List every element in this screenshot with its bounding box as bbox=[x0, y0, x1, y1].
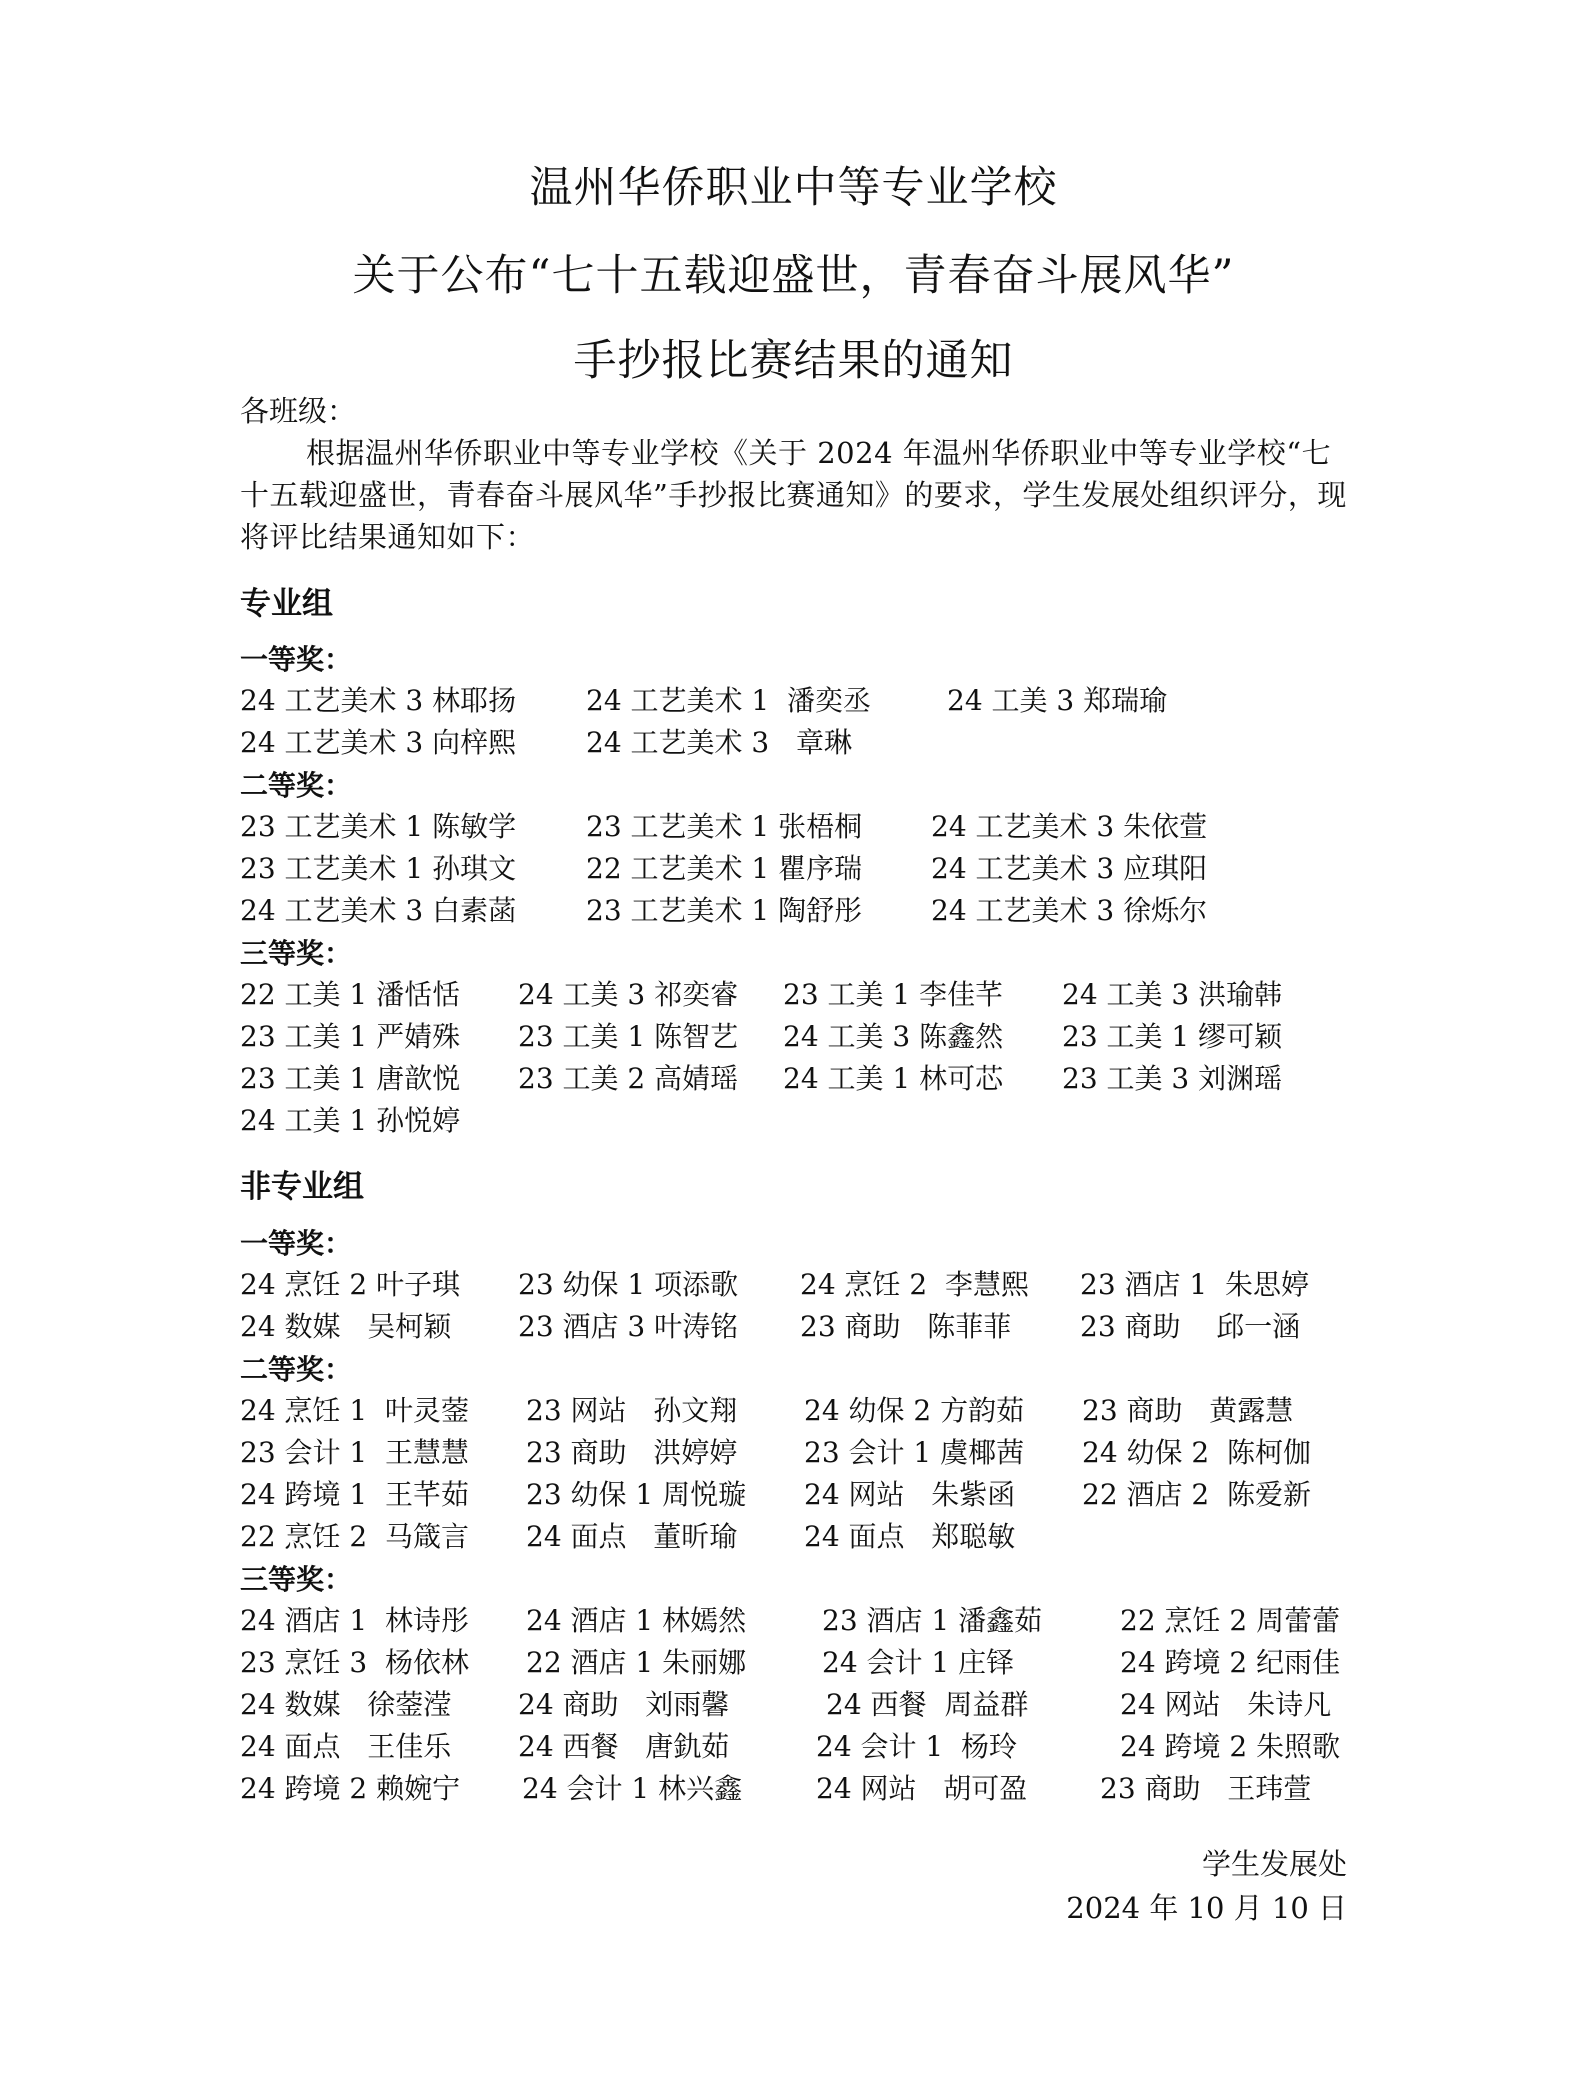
winner-entry: 23 工美 3 刘渊瑶 bbox=[1062, 1062, 1283, 1095]
issuing-department: 学生发展处 bbox=[1201, 1847, 1347, 1881]
winner-entry: 23 会计 1 虞椰茜 bbox=[804, 1436, 1025, 1469]
winner-entry: 23 工美 1 陈智艺 bbox=[518, 1020, 739, 1053]
winner-entry: 24 烹饪 2 李慧熙 bbox=[800, 1268, 1030, 1301]
winner-entry: 24 烹饪 2 叶子琪 bbox=[240, 1268, 461, 1301]
winner-entry: 23 工美 1 李佳芊 bbox=[783, 978, 1004, 1011]
winner-entry: 24 工艺美术 3 应琪阳 bbox=[931, 852, 1208, 885]
professional-first-prize-label: 一等奖： bbox=[240, 643, 353, 676]
title-school: 温州华侨职业中等专业学校 bbox=[529, 163, 1058, 213]
nonprofessional-first-prize-label: 一等奖： bbox=[240, 1227, 353, 1260]
winner-entry: 24 跨境 2 赖婉宁 bbox=[240, 1772, 461, 1805]
winner-entry: 23 酒店 3 叶涛铭 bbox=[518, 1310, 739, 1343]
winner-entry: 22 烹饪 2 马箴言 bbox=[240, 1520, 470, 1553]
winner-entry: 22 工艺美术 1 瞿序瑞 bbox=[586, 852, 863, 885]
winner-entry: 23 烹饪 3 杨依林 bbox=[240, 1646, 470, 1679]
winner-entry: 23 酒店 1 潘鑫茹 bbox=[822, 1604, 1043, 1637]
winner-entry: 22 烹饪 2 周蕾蕾 bbox=[1120, 1604, 1341, 1637]
winner-entry: 24 工美 3 陈鑫然 bbox=[783, 1020, 1004, 1053]
winner-entry: 24 数媒 徐蓥滢 bbox=[240, 1688, 452, 1721]
winner-entry: 23 商助 邱一涵 bbox=[1080, 1310, 1301, 1343]
winner-entry: 24 会计 1 杨玲 bbox=[816, 1730, 1018, 1763]
winner-entry: 24 烹饪 1 叶灵蓥 bbox=[240, 1394, 470, 1427]
winner-entry: 23 商助 陈菲菲 bbox=[800, 1310, 1012, 1343]
winner-entry: 24 网站 朱紫函 bbox=[804, 1478, 1016, 1511]
winner-entry: 24 网站 胡可盈 bbox=[816, 1772, 1028, 1805]
winner-entry: 24 跨境 2 朱照歌 bbox=[1120, 1730, 1341, 1763]
winner-entry: 22 酒店 1 朱丽娜 bbox=[526, 1646, 747, 1679]
winner-entry: 22 酒店 2 陈爱新 bbox=[1082, 1478, 1312, 1511]
issue-date: 2024 年 10 月 10 日 bbox=[1066, 1891, 1347, 1925]
intro-paragraph: 根据温州华侨职业中等专业学校《关于 2024 年温州华侨职业中等专业学校“七十五载迎盛世，青春奋斗展风华”手抄报比赛通知》的要求，学生发展处组织评分，现将评比结果通知如下： bbox=[240, 436, 1347, 554]
nonprofessional-group-heading: 非专业组 bbox=[240, 1169, 364, 1205]
winner-entry: 23 工艺美术 1 张梧桐 bbox=[586, 810, 863, 843]
winner-entry: 24 会计 1 林兴鑫 bbox=[522, 1772, 743, 1805]
winner-entry: 24 工艺美术 1 潘奕丞 bbox=[586, 684, 872, 717]
winner-entry: 24 酒店 1 林嫣然 bbox=[526, 1604, 747, 1637]
winner-entry: 23 网站 孙文翔 bbox=[526, 1394, 738, 1427]
title-subject: 关于公布“七十五载迎盛世，青春奋斗展风华” bbox=[352, 251, 1235, 301]
winner-entry: 23 商助 王玮萱 bbox=[1100, 1772, 1312, 1805]
winner-entry: 23 工美 1 缪可颖 bbox=[1062, 1020, 1283, 1053]
winner-entry: 24 商助 刘雨馨 bbox=[518, 1688, 730, 1721]
winner-entry: 23 酒店 1 朱思婷 bbox=[1080, 1268, 1310, 1301]
winner-entry: 23 幼保 1 周悦璇 bbox=[526, 1478, 747, 1511]
winner-entry: 23 工美 1 严婧殊 bbox=[240, 1020, 461, 1053]
winner-entry: 24 工美 3 祁奕睿 bbox=[518, 978, 739, 1011]
winner-entry: 24 跨境 2 纪雨佳 bbox=[1120, 1646, 1341, 1679]
winner-entry: 24 工艺美术 3 向梓熙 bbox=[240, 726, 517, 759]
winner-entry: 22 工美 1 潘恬恬 bbox=[240, 978, 461, 1011]
winner-entry: 24 工艺美术 3 朱依萱 bbox=[931, 810, 1208, 843]
winner-entry: 24 工艺美术 3 白素菡 bbox=[240, 894, 517, 927]
professional-third-prize-label: 三等奖： bbox=[240, 937, 353, 970]
winner-entry: 23 工美 1 唐歆悦 bbox=[240, 1062, 461, 1095]
winner-entry: 24 工艺美术 3 林耶扬 bbox=[240, 684, 517, 717]
title-notice: 手抄报比赛结果的通知 bbox=[573, 336, 1014, 386]
winner-entry: 23 商助 黄露慧 bbox=[1082, 1394, 1294, 1427]
winner-entry: 24 数媒 吴柯颖 bbox=[240, 1310, 452, 1343]
winner-entry: 24 网站 朱诗凡 bbox=[1120, 1688, 1332, 1721]
nonprofessional-third-prize-label: 三等奖： bbox=[240, 1563, 353, 1596]
winner-entry: 23 商助 洪婷婷 bbox=[526, 1436, 738, 1469]
winner-entry: 23 工艺美术 1 孙琪文 bbox=[240, 852, 517, 885]
winner-entry: 24 工美 1 孙悦婷 bbox=[240, 1104, 461, 1137]
winner-entry: 23 工艺美术 1 陶舒彤 bbox=[586, 894, 863, 927]
winner-entry: 23 工艺美术 1 陈敏学 bbox=[240, 810, 517, 843]
winner-entry: 23 工美 2 高婧瑶 bbox=[518, 1062, 739, 1095]
salutation: 各班级： bbox=[240, 394, 357, 428]
winner-entry: 24 会计 1 庄铎 bbox=[822, 1646, 1015, 1679]
professional-group-heading: 专业组 bbox=[240, 586, 333, 622]
winner-entry: 24 面点 郑聪敏 bbox=[804, 1520, 1016, 1553]
winner-entry: 24 工美 3 郑瑞瑜 bbox=[947, 684, 1168, 717]
winner-entry: 24 西餐 唐釚茹 bbox=[518, 1730, 730, 1763]
winner-entry: 24 面点 董昕瑜 bbox=[526, 1520, 738, 1553]
winner-entry: 24 工美 1 林可芯 bbox=[783, 1062, 1004, 1095]
winner-entry: 23 会计 1 王慧慧 bbox=[240, 1436, 470, 1469]
winner-entry: 24 酒店 1 林诗彤 bbox=[240, 1604, 470, 1637]
winner-entry: 24 面点 王佳乐 bbox=[240, 1730, 452, 1763]
winner-entry: 24 西餐 周益群 bbox=[826, 1688, 1029, 1721]
professional-second-prize-label: 二等奖： bbox=[240, 769, 353, 802]
nonprofessional-second-prize-label: 二等奖： bbox=[240, 1353, 353, 1386]
winner-entry: 24 工艺美术 3 徐烁尔 bbox=[931, 894, 1208, 927]
winner-entry: 24 跨境 1 王芊茹 bbox=[240, 1478, 470, 1511]
winner-entry: 23 幼保 1 项添歌 bbox=[518, 1268, 739, 1301]
winner-entry: 24 工美 3 洪瑜韩 bbox=[1062, 978, 1283, 1011]
winner-entry: 24 幼保 2 方韵茹 bbox=[804, 1394, 1025, 1427]
winner-entry: 24 幼保 2 陈柯伽 bbox=[1082, 1436, 1312, 1469]
winner-entry: 24 工艺美术 3 章琳 bbox=[586, 726, 852, 759]
